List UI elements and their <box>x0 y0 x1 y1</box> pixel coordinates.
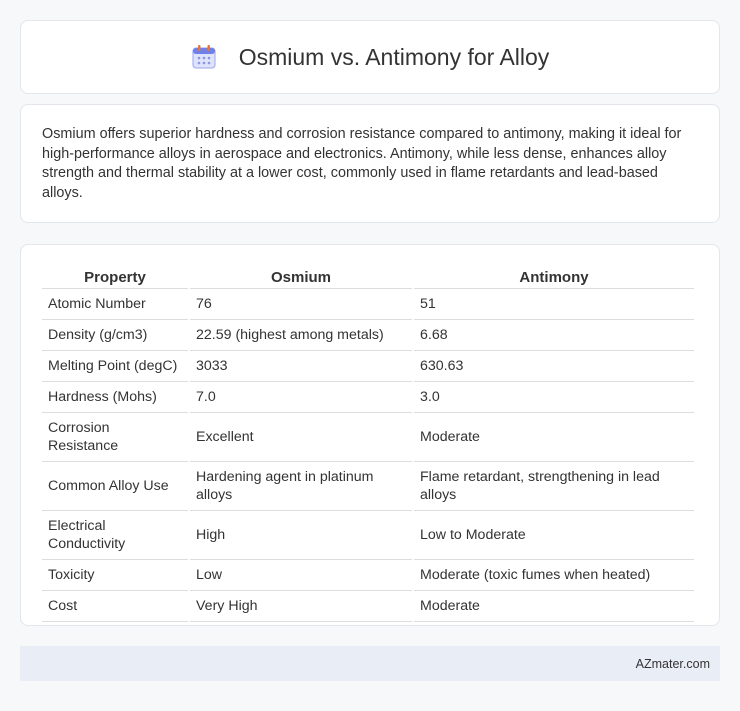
table-row <box>42 413 694 462</box>
footer <box>20 646 720 681</box>
table-cell: Cost <box>42 591 188 622</box>
table-row <box>42 289 694 320</box>
table-cell: Hardening agent in platinum alloys <box>190 462 412 511</box>
table-cell: Corrosion Resistance <box>42 413 188 462</box>
table-cell: 22.59 (highest among metals) <box>190 320 412 351</box>
description-card <box>20 104 720 223</box>
header-antimony: Antimony <box>414 263 694 289</box>
header-property: Property <box>42 263 188 289</box>
table-row <box>42 511 694 560</box>
table-row <box>42 560 694 591</box>
table-cell: Toxicity <box>42 560 188 591</box>
comparison-table <box>40 263 696 622</box>
footer-brand: AZmater.com <box>635 656 710 671</box>
table-cell: 6.68 <box>414 320 694 351</box>
table-cell: Density (g/cm3) <box>42 320 188 351</box>
table-cell: Moderate (toxic fumes when heated) <box>414 560 694 591</box>
table-cell: Melting Point (degC) <box>42 351 188 382</box>
page-title: Osmium vs. Antimony for Alloy <box>238 43 550 70</box>
title-card <box>20 20 720 94</box>
table-cell: 76 <box>190 289 412 320</box>
table-cell: Excellent <box>190 413 412 462</box>
table-cell: Common Alloy Use <box>42 462 188 511</box>
table-header-row <box>42 263 694 289</box>
table-cell: 3033 <box>190 351 412 382</box>
table-cell: Very High <box>190 591 412 622</box>
calendar-icon <box>191 44 217 70</box>
description-text: Osmium offers superior hardness and corrosion resistance compared to antimony, making it ideal for high-performance alloys in aerospace and electronics. Antimony, while less dense, enhances alloy strength and thermal stability at a lower cost, commonly used in flame retardants and lead-based alloys. <box>42 126 682 201</box>
table-cell: Moderate <box>414 591 694 622</box>
table-cell: Hardness (Mohs) <box>42 382 188 413</box>
table-cell: Low to Moderate <box>414 511 694 560</box>
header-osmium: Osmium <box>190 263 412 289</box>
table-row <box>42 382 694 413</box>
table-cell: 7.0 <box>190 382 412 413</box>
table-cell: Atomic Number <box>42 289 188 320</box>
table-cell: Flame retardant, strengthening in lead alloys <box>414 462 694 511</box>
table-cell: 630.63 <box>414 351 694 382</box>
comparison-table-card <box>20 244 720 626</box>
table-row <box>42 320 694 351</box>
table-cell: Moderate <box>414 413 694 462</box>
table-row <box>42 591 694 622</box>
table-row <box>42 351 694 382</box>
table-cell: Low <box>190 560 412 591</box>
table-cell: 3.0 <box>414 382 694 413</box>
table-cell: 51 <box>414 289 694 320</box>
table-cell: High <box>190 511 412 560</box>
table-row <box>42 462 694 511</box>
table-cell: Electrical Conductivity <box>42 511 188 560</box>
